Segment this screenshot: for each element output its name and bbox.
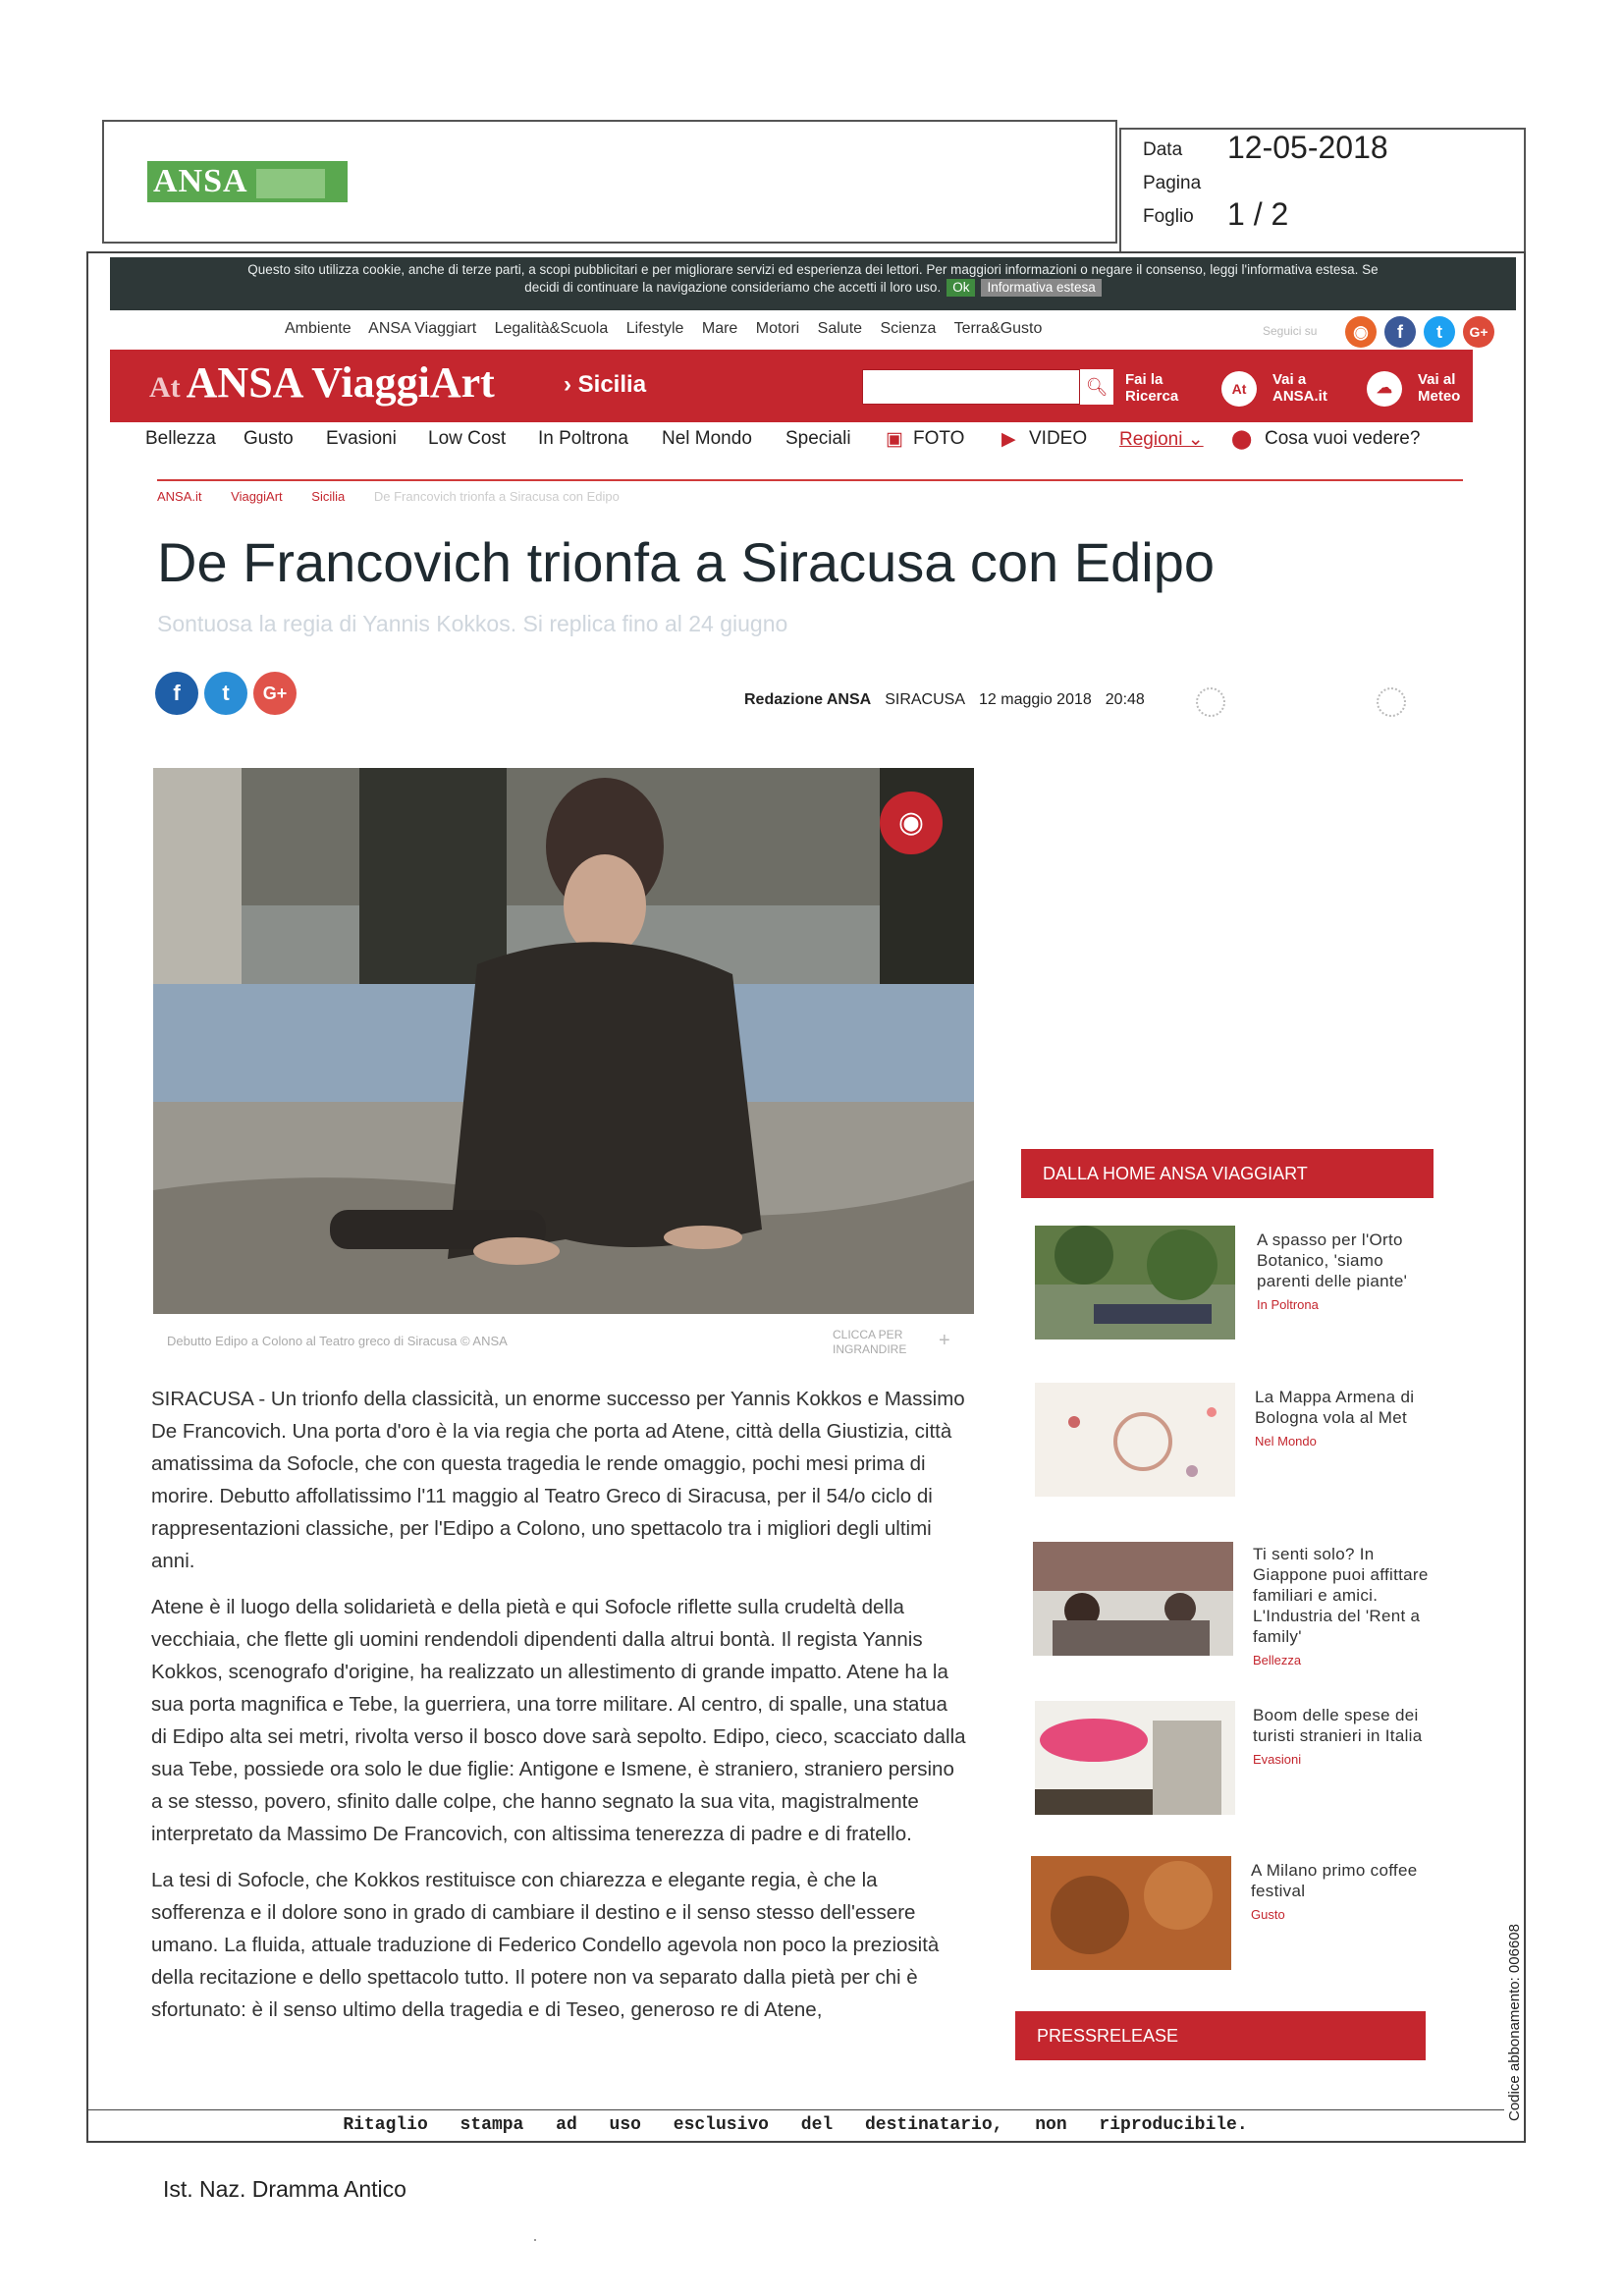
data-value: 12-05-2018	[1227, 130, 1388, 165]
camera-small-icon: ▣	[886, 429, 903, 450]
topnav-mare[interactable]: Mare	[701, 320, 738, 337]
sidebar-item-category[interactable]: Evasioni	[1253, 1752, 1302, 1767]
pagina-label: Pagina	[1143, 173, 1202, 193]
pressrelease-heading: PRESSRELEASE	[1015, 2011, 1426, 2060]
sidebar-heading: DALLA HOME ANSA VIAGGIART	[1021, 1149, 1434, 1198]
topnav-motori[interactable]: Motori	[755, 320, 800, 337]
topnav-lifestyle[interactable]: Lifestyle	[625, 320, 684, 337]
crumb-current: De Francovich trionfa a Siracusa con Edipo	[373, 489, 620, 504]
share-facebook-icon[interactable]: f	[155, 672, 198, 715]
binoculars-icon: ⬤	[1231, 429, 1253, 450]
byline-author: Redazione ANSA	[744, 691, 872, 708]
site-brand[interactable]	[149, 357, 495, 408]
topnav-scienza[interactable]: Scienza	[880, 320, 937, 337]
photo-caption: Debutto Edipo a Colono al Teatro greco di Siracusa © ANSA	[167, 1334, 508, 1348]
crumb-viaggiart[interactable]: ViaggiArt	[231, 489, 283, 504]
publisher-name: Ist. Naz. Dramma Antico	[163, 2176, 406, 2202]
sidebar-item-category[interactable]: Gusto	[1251, 1907, 1285, 1922]
sidebar-item[interactable]	[1253, 1544, 1430, 1667]
sidebar-item-title[interactable]: La Mappa Armena di Bologna vola al Met	[1255, 1388, 1415, 1427]
foglio-label: Foglio	[1143, 206, 1194, 227]
secnav-lowcost[interactable]: Low Cost	[428, 428, 507, 449]
cookie-text-2: decidi di continuare la navigazione consideriamo che accetti il loro uso.	[524, 280, 942, 295]
topnav-legalita[interactable]: Legalità&Scuola	[494, 320, 609, 337]
sidebar-item-title[interactable]: Ti senti solo? In Giappone puoi affittare familiari e amici. L'Industria del 'Rent a family'	[1253, 1545, 1429, 1646]
sidebar-item-title[interactable]: Boom delle spese dei turisti stranieri in Italia	[1253, 1706, 1423, 1745]
codice-abbonamento: Codice abbonamento: 006608	[1506, 1924, 1523, 2121]
article-paragraph: SIRACUSA - Un trionfo della classicità, un enorme successo per Yannis Kokkos e Massimo De Francovich. Una porta d'oro è la via regia che porta ad Atene, città della Giustizia, città amatissima da Sofocle, che con questa tragedia le rende omaggio, pochi mesi prima di morire. Debutto affollatissimo l'11 maggio al Teatro Greco di Siracusa, per il 54/o ciclo di rappresentazioni classiche, per l'Edipo a Colono, uno spettacolo tra i migliori degli ultimi anni.	[151, 1388, 965, 1572]
byline-place: SIRACUSA	[885, 691, 965, 708]
sidebar-item-title[interactable]: A Milano primo coffee festival	[1251, 1861, 1418, 1900]
play-icon: ▶︎	[1001, 429, 1016, 450]
sidebar-item-category[interactable]: In Poltrona	[1257, 1297, 1319, 1312]
speck	[534, 2239, 536, 2241]
share-twitter-icon[interactable]: t	[204, 672, 247, 715]
brand-name: ANSA ViaggiArt	[186, 358, 495, 407]
cookie-info-button[interactable]: Informativa estesa	[981, 279, 1101, 297]
twitter-icon[interactable]: t	[1424, 316, 1455, 348]
topnav-viaggiart[interactable]: ANSA Viaggiart	[368, 320, 477, 337]
sidebar-item-title[interactable]: A spasso per l'Orto Botanico, 'siamo parenti delle piante'	[1257, 1230, 1408, 1290]
ritaglio-notice: Ritaglio stampa ad uso esclusivo del destinatario, non riproducibile.	[86, 2109, 1504, 2140]
cookie-text-1: Questo sito utilizza cookie, anche di terze parti, a scopi pubblicitari e per migliorare servizi ed esperienza dei lettori. Per maggiori informazioni o negare il consenso, leggi l'informativa estesa. Se	[247, 262, 1379, 277]
crumb-sicilia[interactable]: Sicilia	[311, 489, 346, 504]
top-nav	[285, 320, 1070, 344]
foglio-value: 1 / 2	[1227, 196, 1289, 232]
settings-icon[interactable]	[1196, 687, 1225, 717]
ricerca-link[interactable]: Fai la Ricerca	[1125, 371, 1179, 405]
cookie-banner	[110, 257, 1516, 310]
nav-divider	[157, 479, 1463, 481]
secnav-bellezza[interactable]: Bellezza	[145, 428, 216, 449]
share-googleplus-icon[interactable]: G+	[253, 672, 297, 715]
article-body	[151, 1383, 966, 2040]
secnav-video[interactable]: VIDEO	[1029, 428, 1088, 449]
secnav-poltrona[interactable]: In Poltrona	[538, 428, 628, 449]
secnav-evasioni[interactable]: Evasioni	[326, 428, 397, 449]
brand-mark: At	[149, 371, 181, 404]
brand-section[interactable]: › Sicilia	[564, 371, 647, 398]
secnav-cosa-vuoi-vedere[interactable]: Cosa vuoi vedere?	[1265, 428, 1421, 449]
sidebar-item[interactable]	[1255, 1387, 1432, 1449]
clicca-ingrandire[interactable]: CLICCA PER INGRANDIRE	[833, 1328, 907, 1356]
article-paragraph: La tesi di Sofocle, che Kokkos restituisce con chiarezza e elegante regia, è che la sofferenza e il dolore sono in grado di cambiare il destino e il senso stesso dell'essere umano. La fluida, attuale traduzione di Federico Condello agevola non poco la preziosità della recitazione e dello spettacolo tutto. Il potere non va separato dalla pietà per chi è sfortunato: è il senso ultimo della tragedia e di Teseo, generoso re di Atene,	[151, 1869, 940, 2021]
camera-icon[interactable]: ◉	[880, 792, 943, 854]
googleplus-icon[interactable]: G+	[1463, 316, 1494, 348]
sidebar-item[interactable]	[1253, 1705, 1430, 1767]
secnav-foto[interactable]: FOTO	[913, 428, 965, 449]
article-photo[interactable]	[153, 768, 974, 1314]
meteo-icon[interactable]: ☁	[1367, 371, 1402, 407]
secnav-nelmondo[interactable]: Nel Mondo	[662, 428, 752, 449]
search-input[interactable]	[862, 369, 1080, 405]
byline-date: 12 maggio 2018	[979, 691, 1092, 708]
sidebar-item[interactable]	[1251, 1860, 1428, 1922]
secnav-regioni[interactable]: Regioni ⌄	[1119, 429, 1204, 450]
topnav-salute[interactable]: Salute	[817, 320, 863, 337]
ansa-logo	[147, 161, 348, 202]
seguici-label: Seguici su	[1263, 324, 1318, 338]
sidebar-item[interactable]	[1257, 1230, 1434, 1312]
crumb-ansa[interactable]: ANSA.it	[157, 489, 202, 504]
breadcrumb	[157, 489, 645, 504]
article-paragraph: Atene è il luogo della solidarietà e della pietà e qui Sofocle riflette sulla crudeltà della vecchiaia, che flette gli uomini rendendoli dipendenti dalla altrui bontà. Il regista Yannis Kokkos, scenografo d'origine, ha realizzato un allestimento di grande impatto. Atene ha la sua porta magnifica e Tebe, la guerriera, una torre militare. Al centro, di spalle, una statua di Edipo alta sei metri, rivolta verso il bosco dove sarà sepolto. Edipo, cieco, scacciato dalla sua Tebe, possiede ora solo le due figlie: Antigone e Ismene, è straniero, straniero persino a se stesso, povero, sfinito dalle colpe, che hanno segnato la sua vita, magistralmente interpretato da Massimo De Francovich, con altissima tenerezza di padre e di fratello.	[151, 1596, 966, 1845]
topnav-ambiente[interactable]: Ambiente	[285, 320, 352, 337]
cookie-ok-button[interactable]: Ok	[947, 279, 975, 297]
ansa-it-link[interactable]: Vai a ANSA.it	[1272, 371, 1327, 405]
sidebar-thumb[interactable]	[1035, 1226, 1235, 1339]
secnav-gusto[interactable]: Gusto	[243, 428, 294, 449]
meteo-link[interactable]: Vai al Meteo	[1418, 371, 1461, 405]
byline-time: 20:48	[1105, 691, 1145, 708]
sidebar-thumb[interactable]	[1035, 1701, 1235, 1815]
sidebar-thumb[interactable]	[1031, 1856, 1231, 1970]
facebook-icon[interactable]: f	[1384, 316, 1416, 348]
plus-icon[interactable]: +	[939, 1330, 950, 1351]
sidebar-thumb[interactable]	[1035, 1383, 1235, 1497]
sidebar-thumb[interactable]	[1033, 1542, 1233, 1656]
sidebar-item-category[interactable]: Nel Mondo	[1255, 1434, 1317, 1449]
data-label: Data	[1143, 139, 1183, 160]
section-nav	[143, 424, 1449, 464]
ansa-it-icon[interactable]: At	[1221, 371, 1257, 407]
print-icon[interactable]	[1377, 687, 1406, 717]
secnav-speciali[interactable]: Speciali	[785, 428, 851, 449]
ansa-logo-text: ANSA	[153, 163, 248, 199]
rss-icon[interactable]: ◉	[1345, 316, 1377, 348]
article-subtitle: Sontuosa la regia di Yannis Kokkos. Si replica fino al 24 giugno	[157, 611, 788, 636]
sidebar-item-category[interactable]: Bellezza	[1253, 1653, 1302, 1667]
byline	[744, 691, 1159, 709]
search-icon[interactable]: 🔍︎	[1080, 369, 1113, 405]
article-title: De Francovich trionfa a Siracusa con Edipo	[157, 531, 1215, 593]
topnav-terragusto[interactable]: Terra&Gusto	[953, 320, 1043, 337]
